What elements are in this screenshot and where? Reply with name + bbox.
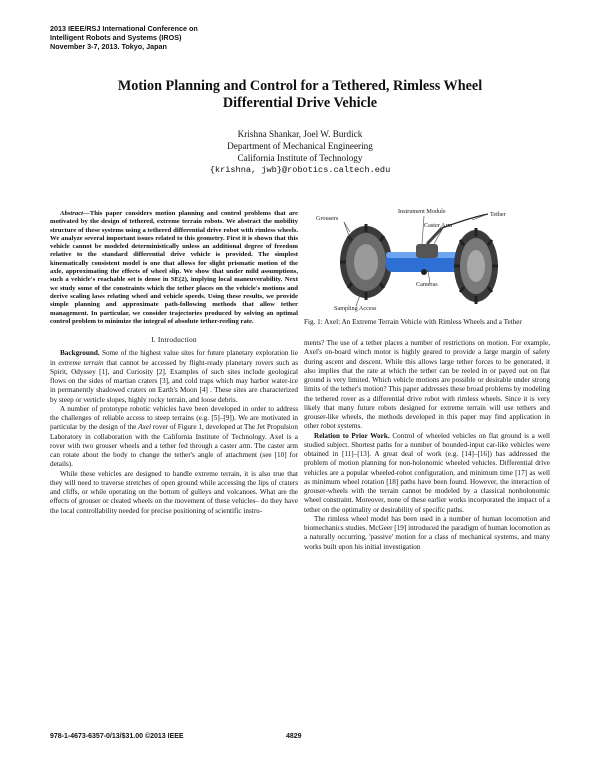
title-line-1: Motion Planning and Control for a Tethered, Rimless Wheel: [117, 78, 483, 94]
label-cameras: Cameras: [416, 281, 438, 288]
conference-header: [50, 24, 310, 51]
runin-background: Background.: [60, 349, 100, 358]
abstract-text: —This paper considers motion planning and control problems that are motivated by the design of tethered, extreme terrain robots. We abstract the mobility structure of these systems using a tethered differential drive robot with rimless wheels. We analyze several important issues related to this geometry. First it is shown that this vehicle cannot be modeled deterministically unless an additional degree of freedom relative to the standard differential drive vehicle is provided. The simplest kinematically consistent model is one that allows for slight prismatic motion of the axle, approximating the effects of wheel slip. We show that under mild assumptions, such a vehicle's reachable set is dense in SE(2), implying local maneuverability. Next we study some of the constraints which the tether places on the vehicle's motions and derive scaling laws relating wheel and vehicle speeds. Using these results, we provide simple planning and approximate path-following methods that allow tether management. In particular, we consider trajectories produced by solving an optimal control problem to minimize the integral of absolute tether-reeling rate.: [50, 210, 298, 325]
axle-body: [386, 228, 462, 275]
footer-isbn: 978-1-4673-6357-0/13/$31.00 ©2013 IEEE: [50, 733, 184, 740]
intro-paragraph-1: Background. Some of the highest value sites for future planetary exploration lie in extreme terrain that cannot be accessed by flight-ready planetary rovers such as Spirit, Odyssey [1], and Curiosity [2]. Examples of such sites include geological flows on the sides of martian craters [3], and cold traps which may harbor water-ice in permanently shadowed craters on Earth's Moon [4] . These sites are characterized by steep or verticle slopes, highly rocky terrain, and loose debris.: [50, 349, 298, 404]
label-instrument-module: Instrument Module: [398, 208, 446, 215]
abstract: [50, 210, 298, 326]
intro-paragraph-3: While these vehicles are designed to handle extreme terrain, it is also true that they will need to traverse stretches of open ground while accessing the lips of craters and cliffs, or while operating on the bottom of gulleys and volcanoes. What are the effects of grouser or cleated wheels on the movement of these vehicles– do they have the local controllability needed for precise positioning of scientific instru-: [50, 469, 298, 515]
conference-line-1: 2013 IEEE/RSJ International Conference on: [50, 24, 198, 33]
runin-related-work: Relation to Prior Work.: [314, 431, 390, 440]
section-heading-introduction: I. Introduction: [151, 335, 197, 345]
label-tether: Tether: [490, 211, 506, 218]
author-block: [50, 128, 550, 176]
conference-line-3: November 3-7, 2013. Tokyo, Japan: [50, 42, 167, 51]
title-line-2: Differential Drive Vehicle: [222, 95, 378, 111]
paper-title: [50, 78, 550, 112]
intro-paragraph-5: The rimless wheel model has been used in a number of human locomotion and biomechanics studies. McGeer [19] introduced the paradigm of human locomotion as a naturally occurring, 'passive' motion for a class of mechanical systems, and many works built upon his initial investigation: [304, 514, 550, 551]
figure-caption: Fig. 1: Axel: An Extreme Terrain Vehicle with Rimless Wheels and a Tether: [304, 318, 522, 326]
intro-paragraph-4: Relation to Prior Work. Control of wheeled vehicles on flat ground is a well studied subject. Shortest paths for a number of bounded-input car-like vehicles were obtained in [11]–[13]. A great deal of work (e.g. [14]–[16]) has addressed the problem of motion planning for non-holonomic wheeled vehicles. Differential drive vehicles are a popular wheeled-robot configuration, and minimum time [17] as well as minimum wheel rotation [18] paths have been found. However, the interaction of grouser-wheels with the terrain cannot be modeled by a classical nonholonomic wheel constraint. Moreover, none of these earlier works incorporated the impact of a tether on the optimality or desirability of specific paths.: [304, 431, 550, 514]
right-wheel: [454, 228, 498, 304]
conference-line-2: Intelligent Robots and Systems (IROS): [50, 33, 182, 42]
intro-paragraph-2: A number of prototype robotic vehicles have been developed in order to address the challenges of reliable access to steep terrains (e.g. [5]–[9]). We are motivated in particular by the design of the Axel rover of Figure 1, developed at The Jet Propulsion Laboratory in collaboration with the California Institute of Technology. Axel is a rover with two grouser wheels and a tether fed through a caster arm. The caster arm can rotate about the body to change the tether's angle of attachment (see [10] for details).: [50, 404, 298, 469]
abstract-label: Abstract: [60, 210, 84, 217]
figure-axel: [304, 210, 550, 312]
author-email: {krishna, jwb}@robotics.caltech.edu: [209, 165, 391, 175]
right-column: [304, 210, 550, 552]
page-number: 4829: [286, 733, 302, 740]
label-grousers: Grousers: [316, 215, 339, 222]
label-sampling-access: Sampling Access: [334, 305, 377, 312]
left-wheel: [340, 224, 392, 300]
author-names: Krishna Shankar, Joel W. Burdick: [237, 129, 363, 139]
author-department: Department of Mechanical Engineering: [227, 141, 373, 151]
left-column: [50, 210, 298, 516]
label-caster-arm: Caster Arm: [424, 222, 453, 229]
author-institute: California Institute of Technology: [237, 153, 363, 163]
intro-paragraph-3-continued: ments? The use of a tether places a number of restrictions on motion. For example, Axel's on-board winch motor is highly geared to provide a large margin of safety during ascent and descent. While this allows large tether forces to be generated, it also implies that the rate at which the tether can be reeled in or payed out on flat ground is very limited. Which vehicle motions are possible or desirable under strong limits of the tether's motion? This paper addresses these broad problems by modeling the tethered rover as a differential drive robot with rimless wheels. Since it is very likely that many future robots designed for extreme terrain will use tethers and grouser-like wheels, the methods developed in this paper may find application in other robot systems.: [304, 339, 550, 431]
